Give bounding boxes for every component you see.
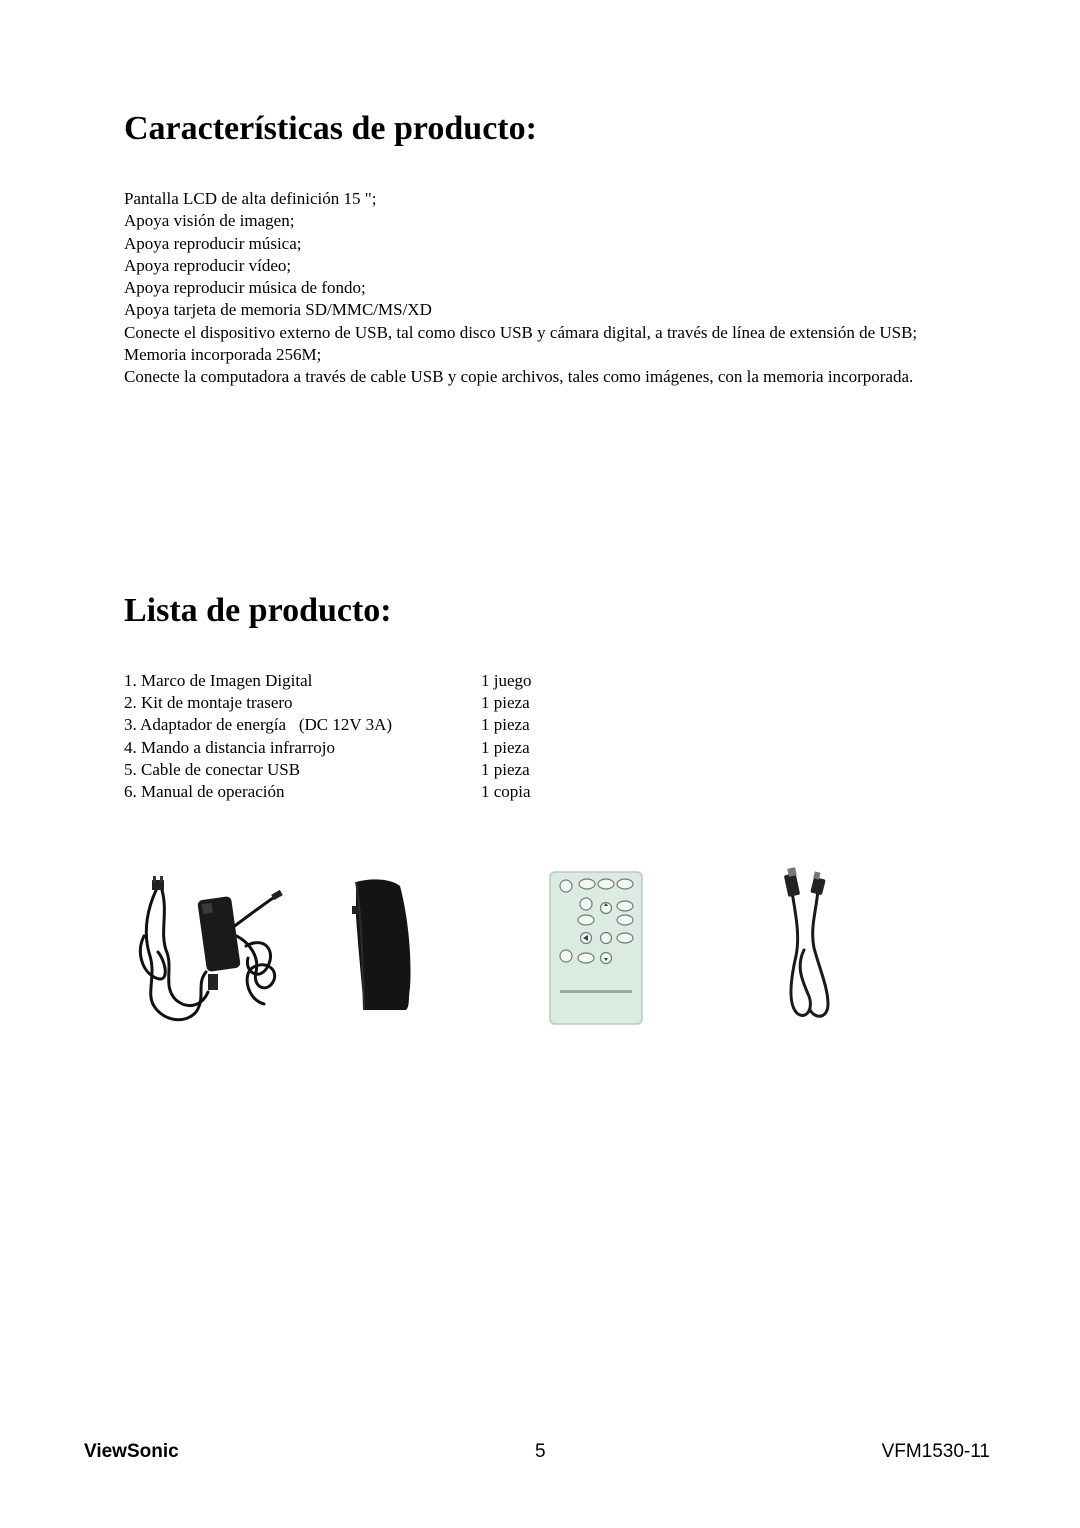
feature-item: Apoya visión de imagen;: [124, 211, 295, 231]
product-row: [124, 737, 532, 759]
product-row: [124, 781, 532, 803]
feature-item: Memoria incorporada 256M;: [124, 345, 322, 365]
product-qty: 1 pieza: [481, 759, 530, 779]
feature-item: Apoya reproducir vídeo;: [124, 255, 292, 275]
model-number: VFM1530-11: [881, 1441, 990, 1462]
product-row: [124, 670, 532, 692]
footer-brand: ViewSonic: [84, 1441, 179, 1462]
product-name: 6. Manual de operación: [124, 782, 285, 802]
product-name: 5. Cable de conectar USB: [124, 759, 301, 779]
product-name: 2. Kit de montaje trasero: [124, 693, 293, 713]
feature-item: Conecte la computadora a través de cable USB y copie archivos, tales como imágenes, con la memoria incorporada.: [124, 367, 914, 387]
remote-control-photo: [546, 870, 646, 1026]
product-name: 1. Marco de Imagen Digital: [124, 671, 313, 690]
features-list: [124, 188, 964, 389]
product-list: [124, 670, 532, 803]
product-name: 3. Adaptador de energía (DC 12V 3A): [124, 715, 393, 735]
product-name: 4. Mando a distancia infrarrojo: [124, 737, 336, 757]
product-row: [124, 714, 532, 736]
feature-item: Conecte el dispositivo externo de USB, tal como disco USB y cámara digital, a través de línea de extensión de USB;: [124, 322, 918, 342]
feature-item: Apoya reproducir música de fondo;: [124, 278, 366, 298]
product-list-heading: Lista de producto:: [124, 592, 392, 629]
product-qty: 1 pieza: [481, 737, 530, 757]
product-qty: 1 copia: [481, 782, 531, 802]
product-qty: 1 juego: [481, 671, 532, 690]
feature-item: Apoya reproducir música;: [124, 233, 302, 253]
usb-cable-photo: [770, 866, 840, 1022]
product-qty: 1 pieza: [481, 715, 530, 735]
product-row: [124, 759, 532, 781]
features-heading: Características de producto:: [124, 110, 537, 147]
feature-item: Pantalla LCD de alta definición 15 ";: [124, 189, 377, 208]
mounting-kit-photo: [350, 876, 412, 1012]
page-number: 5: [535, 1441, 546, 1462]
product-qty: 1 pieza: [481, 693, 530, 713]
feature-item: Apoya tarjeta de memoria SD/MMC/MS/XD: [124, 300, 432, 320]
power-adapter-photo: [136, 876, 284, 1026]
product-row: [124, 692, 532, 714]
